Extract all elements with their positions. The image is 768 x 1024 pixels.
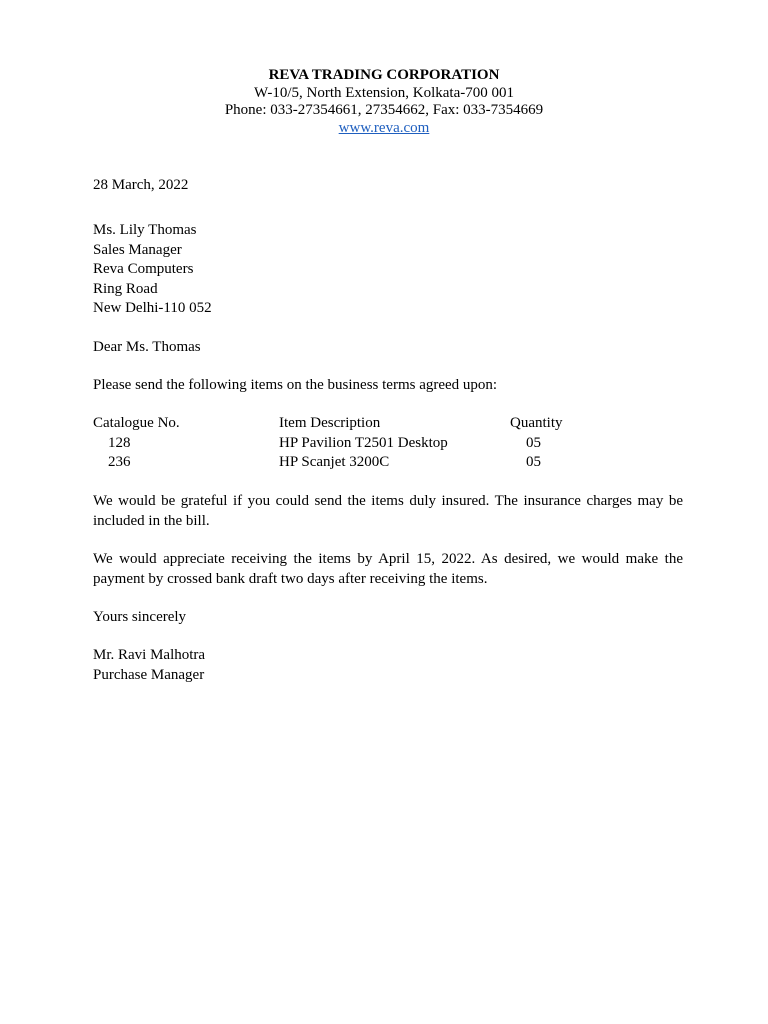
- intro-text: Please send the following items on the business terms agreed upon:: [93, 377, 498, 393]
- recipient-name: Ms. Lily Thomas: [93, 222, 197, 238]
- table-row: [93, 434, 613, 454]
- body-paragraph-insurance: We would be grateful if you could send the items duly insured. The insurance charges may be included in the bill.: [93, 493, 683, 529]
- recipient-city: New Delhi-110 052: [93, 300, 212, 316]
- cell-description: HP Scanjet 3200C: [279, 454, 390, 470]
- signatory-title: Purchase Manager: [93, 666, 205, 683]
- cell-catalogue: 128: [108, 434, 131, 451]
- body-paragraph-delivery: We would appreciate receiving the items by April 15, 2022. As desired, we would make the payment by crossed bank draft two days after receiving the items.: [93, 551, 683, 587]
- letter-date: 28 March, 2022: [93, 177, 189, 193]
- cell-catalogue: 236: [108, 454, 131, 470]
- items-table: [93, 414, 613, 473]
- cell-quantity: 05: [526, 434, 541, 451]
- closing: Yours sincerely: [93, 609, 187, 625]
- company-name: REVA TRADING CORPORATION: [268, 67, 500, 83]
- signatory-name: Mr. Ravi Malhotra: [93, 647, 206, 663]
- recipient-company: Reva Computers: [93, 261, 194, 277]
- company-address: W-10/5, North Extension, Kolkata-700 001: [254, 84, 514, 101]
- letterhead: [0, 67, 768, 137]
- recipient-street: Ring Road: [93, 280, 158, 297]
- header-catalogue: Catalogue No.: [93, 415, 180, 431]
- salutation: Dear Ms. Thomas: [93, 339, 201, 355]
- cell-quantity: 05: [526, 454, 541, 470]
- recipient-address: [93, 221, 212, 319]
- header-quantity: Quantity: [510, 415, 563, 431]
- website-link[interactable]: www.reva.com: [338, 119, 430, 136]
- signature-block: [93, 646, 205, 685]
- recipient-title: Sales Manager: [93, 241, 182, 258]
- cell-description: HP Pavilion T2501 Desktop: [279, 434, 448, 451]
- header-description: Item Description: [279, 415, 381, 431]
- table-header-row: [93, 414, 613, 434]
- company-contact: Phone: 033-27354661, 27354662, Fax: 033-7354669: [224, 102, 544, 118]
- table-row: [93, 453, 613, 473]
